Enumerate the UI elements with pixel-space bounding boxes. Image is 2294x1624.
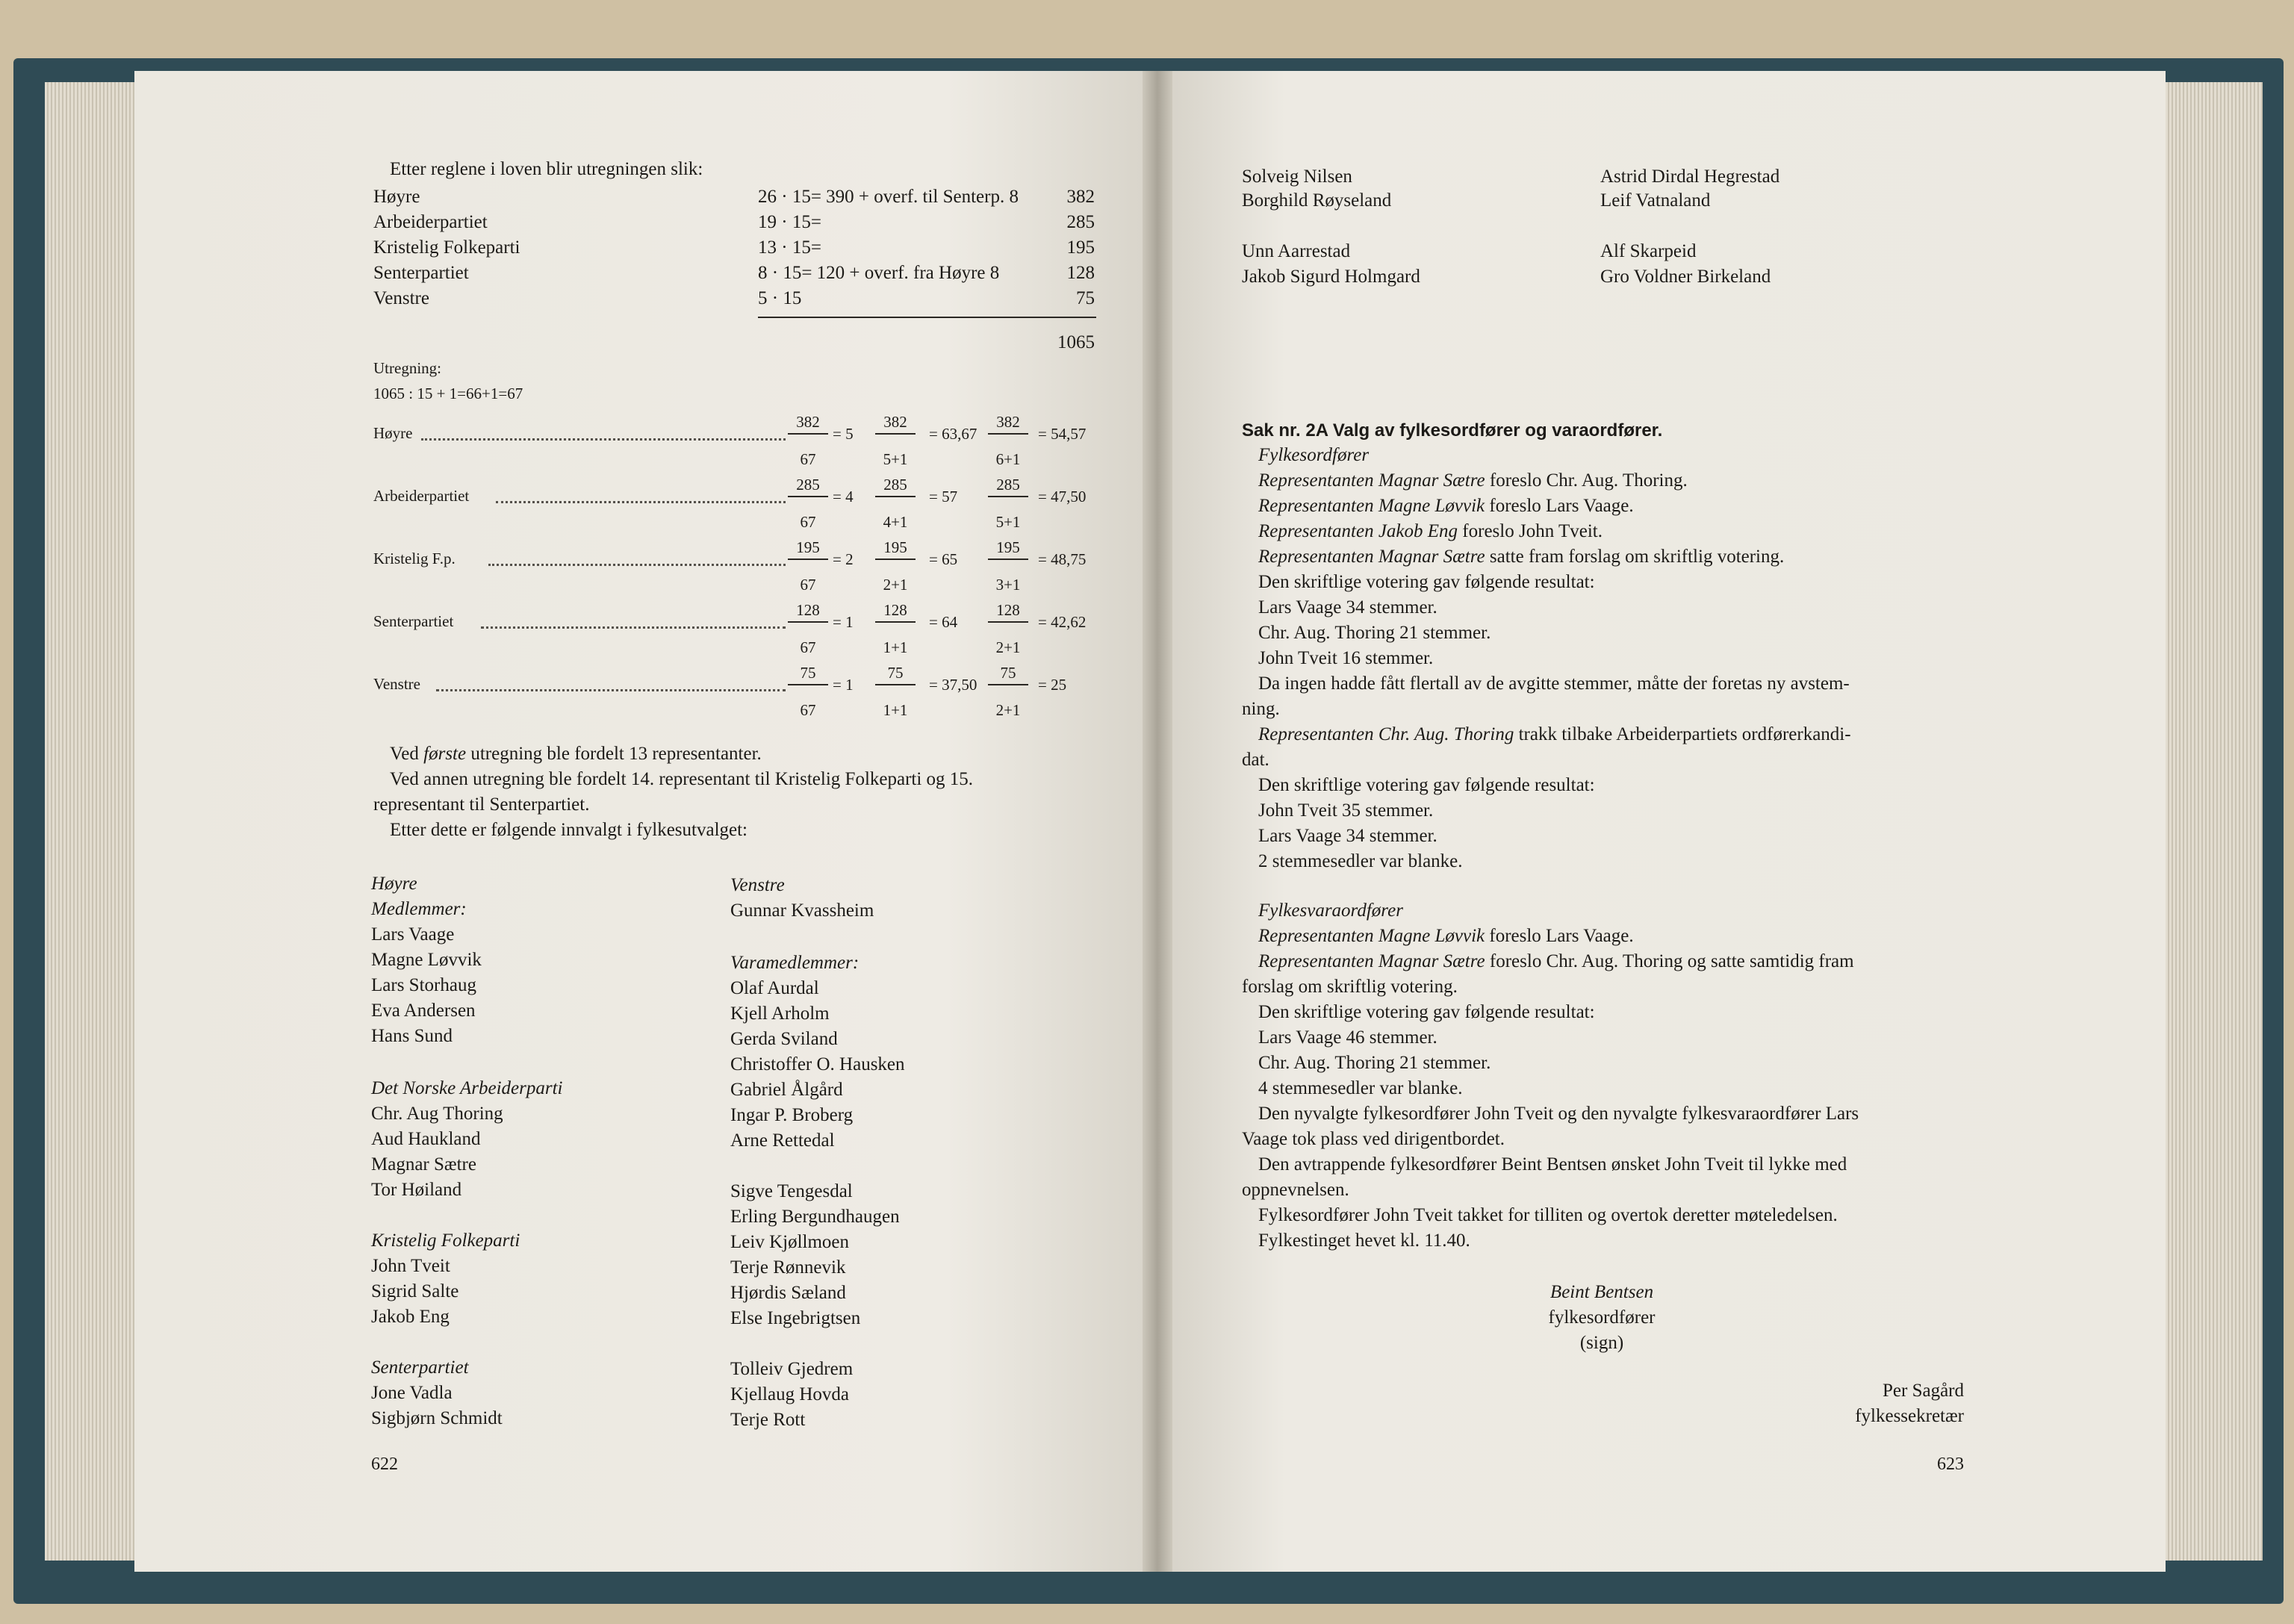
vote-result: Lars Vaage 34 stemmer.	[1258, 597, 1437, 617]
party-total: 128	[1066, 263, 1095, 283]
fraction-bar	[988, 496, 1028, 497]
member-name: Christoffer O. Hausken	[730, 1054, 905, 1074]
fraction-numerator: 382	[883, 413, 907, 431]
fraction-denominator: 3+1	[995, 576, 1021, 594]
sub-heading-ordforer: Fylkesordfører	[1258, 445, 1370, 465]
member-name: Kjell Arholm	[730, 1004, 830, 1024]
fraction-numerator: 75	[800, 664, 816, 682]
text-line: Representanten Magnar Sætre foreslo Chr. Aug. Thoring og satte samtidig fram	[1258, 951, 1854, 971]
text-line: Representanten Magne Løvvik foreslo Lars Vaage.	[1258, 926, 1634, 946]
fraction-result: = 57	[929, 488, 958, 505]
fraction-denominator: 2+1	[995, 638, 1021, 656]
fraction-denominator: 2+1	[883, 576, 908, 594]
fraction-result: = 54,57	[1038, 425, 1087, 443]
member-name: Magnar Sætre	[371, 1154, 476, 1175]
vote-result: Lars Vaage 46 stemmer.	[1258, 1027, 1437, 1048]
fraction-result: = 37,50	[929, 676, 977, 694]
signature-name: Beint Bentsen	[1549, 1282, 1654, 1302]
fraction-denominator: 5+1	[883, 450, 908, 468]
fraction-result: = 47,50	[1038, 488, 1087, 505]
vote-result: 4 stemmesedler var blanke.	[1258, 1078, 1463, 1098]
fraction-denominator: 67	[800, 513, 816, 531]
text-line: Representanten Jakob Eng foreslo John Tveit.	[1258, 521, 1603, 541]
text-line: ning.	[1242, 699, 1280, 719]
vote-result: John Tveit 35 stemmer.	[1258, 800, 1434, 821]
heading-medlemmer: Medlemmer:	[371, 899, 467, 919]
fraction-denominator: 6+1	[995, 450, 1021, 468]
fraction-bar	[788, 684, 828, 685]
text-line: Den nyvalgte fylkesordfører John Tveit og den nyvalgte fylkesvaraordfører Lars	[1258, 1104, 1859, 1124]
utregning-formula: 1065 : 15 + 1=66+1=67	[373, 385, 523, 402]
member-name: Unn Aarrestad	[1242, 241, 1351, 261]
text-line: Da ingen hadde fått flertall av de avgitte stemmer, måtte der foretas ny avstem-	[1258, 673, 1850, 694]
vote-result: 2 stemmesedler var blanke.	[1258, 851, 1463, 871]
fraction-bar	[988, 559, 1028, 560]
party-total: 195	[1066, 237, 1095, 258]
paragraph-second: Ved annen utregning ble fordelt 14. representant til Kristelig Folkeparti og 15.	[390, 769, 974, 789]
member-name: Gerda Sviland	[730, 1029, 838, 1049]
member-name: Chr. Aug Thoring	[371, 1104, 503, 1124]
text-line: Fylkestinget hevet kl. 11.40.	[1258, 1231, 1470, 1251]
heading-venstre: Venstre	[730, 875, 785, 895]
fraction-bar	[875, 684, 916, 685]
leader-dots	[436, 689, 786, 691]
party-name: Venstre	[373, 288, 429, 308]
member-name: Leiv Kjøllmoen	[730, 1232, 849, 1252]
signature-name: Per Sagård	[1883, 1381, 1964, 1401]
heading-hoyre: Høyre	[371, 874, 417, 894]
fraction-numerator: 128	[883, 601, 907, 619]
party-name: Arbeiderpartiet	[373, 212, 488, 232]
member-name: Kjellaug Hovda	[730, 1384, 849, 1404]
fraction-denominator: 2+1	[995, 701, 1021, 719]
vote-result: John Tveit 16 stemmer.	[1258, 648, 1434, 668]
member-name: Jone Vadla	[371, 1383, 453, 1403]
fraction-result: = 2	[833, 550, 854, 568]
text-line: Representanten Magne Løvvik foreslo Lars Vaage.	[1258, 496, 1634, 516]
fraction-result: = 64	[929, 613, 958, 631]
sum-line	[758, 317, 1096, 318]
fraction-numerator: 285	[796, 476, 820, 494]
page-number: 622	[371, 1455, 398, 1474]
book-gutter	[1143, 71, 1172, 1572]
leader-dots	[488, 564, 786, 566]
fraction-denominator: 4+1	[883, 513, 908, 531]
signature-title: fylkesordfører	[1548, 1307, 1656, 1328]
member-name: Jakob Eng	[371, 1307, 450, 1327]
party-name: Høyre	[373, 187, 420, 207]
vote-result: Lars Vaage 34 stemmer.	[1258, 826, 1437, 846]
page-edges-right	[2158, 82, 2263, 1561]
fraction-bar	[988, 684, 1028, 685]
vote-result: Chr. Aug. Thoring 21 stemmer.	[1258, 623, 1491, 643]
member-name: Leif Vatnaland	[1600, 190, 1711, 211]
fraction-denominator: 67	[800, 450, 816, 468]
party-calc: 13 · 15=	[758, 237, 821, 258]
member-name: Gro Voldner Birkeland	[1600, 267, 1771, 287]
fraction-party: Venstre	[373, 675, 420, 693]
section-heading: Sak nr. 2A Valg av fylkesordfører og varaordfører.	[1242, 420, 1663, 441]
party-name: Kristelig Folkeparti	[373, 237, 520, 258]
fraction-result: = 1	[833, 676, 854, 694]
text-line: dat.	[1242, 750, 1269, 770]
heading-arbeiderparti: Det Norske Arbeiderparti	[371, 1078, 563, 1098]
member-name: Gabriel Ålgård	[730, 1080, 843, 1100]
member-name: Else Ingebrigtsen	[730, 1308, 861, 1328]
fraction-numerator: 382	[996, 413, 1020, 431]
member-name: Arne Rettedal	[730, 1130, 835, 1151]
member-name: Erling Bergundhaugen	[730, 1207, 900, 1227]
member-name: Solveig Nilsen	[1242, 167, 1352, 187]
fraction-denominator: 67	[800, 701, 816, 719]
fraction-denominator: 1+1	[883, 638, 908, 656]
fraction-bar	[788, 621, 828, 623]
member-name: Sigve Tengesdal	[730, 1181, 853, 1201]
page-edges-left	[45, 82, 134, 1561]
member-name: Eva Andersen	[371, 1001, 476, 1021]
fraction-bar	[875, 621, 916, 623]
fraction-numerator: 75	[887, 664, 904, 682]
member-name: Olaf Aurdal	[730, 978, 819, 998]
leader-dots	[421, 438, 786, 441]
member-name: Borghild Røyseland	[1242, 190, 1392, 211]
fraction-result: = 1	[833, 613, 854, 631]
fraction-numerator: 195	[883, 538, 907, 556]
fraction-result: = 48,75	[1038, 550, 1087, 568]
fraction-numerator: 195	[796, 538, 820, 556]
member-name: Astrid Dirdal Hegrestad	[1600, 167, 1780, 187]
text-line: Vaage tok plass ved dirigentbordet.	[1242, 1129, 1505, 1149]
paragraph-second-cont: representant til Senterpartiet.	[373, 794, 590, 815]
fraction-numerator: 75	[1000, 664, 1016, 682]
fraction-numerator: 195	[996, 538, 1020, 556]
member-name: Jakob Sigurd Holmgard	[1242, 267, 1420, 287]
fraction-party: Høyre	[373, 424, 413, 442]
party-total: 75	[1076, 288, 1095, 308]
signature-sign: (sign)	[1579, 1333, 1624, 1353]
fraction-party: Kristelig F.p.	[373, 550, 456, 567]
text-line: Representanten Magnar Sætre foreslo Chr. Aug. Thoring.	[1258, 470, 1688, 491]
fraction-result: = 65	[929, 550, 958, 568]
member-name: Sigrid Salte	[371, 1281, 459, 1301]
sum-total: 1065	[1057, 332, 1095, 352]
member-name: Ingar P. Broberg	[730, 1105, 854, 1125]
member-name: Alf Skarpeid	[1600, 241, 1697, 261]
text-line: Fylkesordfører John Tveit takket for tilliten og overtok deretter møteledelsen.	[1258, 1205, 1838, 1225]
member-name: Lars Storhaug	[371, 975, 476, 995]
party-calc: 26 · 15= 390 + overf. til Senterp. 8	[758, 187, 1019, 207]
leader-dots	[481, 626, 786, 629]
vote-result: Chr. Aug. Thoring 21 stemmer.	[1258, 1053, 1491, 1073]
fraction-bar	[788, 496, 828, 497]
utregning-label: Utregning:	[373, 359, 441, 377]
member-name: Lars Vaage	[371, 924, 455, 945]
text-line: Den skriftlige votering gav følgende resultat:	[1258, 572, 1595, 592]
heading-kristelig: Kristelig Folkeparti	[371, 1231, 520, 1251]
member-name: Gunnar Kvassheim	[730, 900, 874, 921]
member-name: Magne Løvvik	[371, 950, 482, 970]
fraction-numerator: 285	[996, 476, 1020, 494]
text-line: Representanten Chr. Aug. Thoring trakk tilbake Arbeiderpartiets ordførerkandi-	[1258, 724, 1851, 744]
member-name: Tolleiv Gjedrem	[730, 1359, 854, 1379]
fraction-result: = 25	[1038, 676, 1067, 694]
party-calc: 19 · 15=	[758, 212, 821, 232]
heading-senterpartiet: Senterpartiet	[371, 1357, 469, 1378]
fraction-numerator: 128	[796, 601, 820, 619]
text-line: Den avtrappende fylkesordfører Beint Bentsen ønsket John Tveit til lykke med	[1258, 1154, 1847, 1175]
fraction-denominator: 67	[800, 576, 816, 594]
sub-heading-varaordforer: Fylkesvaraordfører	[1258, 900, 1403, 921]
paragraph-third: Etter dette er følgende innvalgt i fylkesutvalget:	[390, 820, 748, 840]
intro-text: Etter reglene i loven blir utregningen slik:	[390, 159, 703, 179]
member-name: Hjørdis Sæland	[730, 1283, 846, 1303]
text-line: oppnevnelsen.	[1242, 1180, 1349, 1200]
member-name: Hans Sund	[371, 1026, 453, 1046]
leader-dots	[496, 501, 786, 503]
fraction-bar	[988, 433, 1028, 435]
paragraph-first: Ved første utregning ble fordelt 13 representanter.	[390, 744, 762, 764]
fraction-denominator: 5+1	[995, 513, 1021, 531]
fraction-numerator: 128	[996, 601, 1020, 619]
party-total: 382	[1066, 187, 1095, 207]
member-name: John Tveit	[371, 1256, 450, 1276]
fraction-bar	[875, 496, 916, 497]
signature-title: fylkessekretær	[1855, 1406, 1964, 1426]
fraction-numerator: 382	[796, 413, 820, 431]
fraction-bar	[875, 433, 916, 435]
fraction-bar	[988, 621, 1028, 623]
party-calc: 5 · 15	[758, 288, 802, 308]
text-line: Den skriftlige votering gav følgende resultat:	[1258, 775, 1595, 795]
member-name: Tor Høiland	[371, 1180, 462, 1200]
party-total: 285	[1066, 212, 1095, 232]
fraction-denominator: 67	[800, 638, 816, 656]
page-number: 623	[1937, 1455, 1964, 1474]
text-line: Den skriftlige votering gav følgende resultat:	[1258, 1002, 1595, 1022]
member-name: Aud Haukland	[371, 1129, 481, 1149]
fraction-bar	[875, 559, 916, 560]
fraction-numerator: 285	[883, 476, 907, 494]
fraction-bar	[788, 559, 828, 560]
member-name: Terje Rott	[730, 1410, 806, 1430]
member-name: Terje Rønnevik	[730, 1257, 846, 1278]
fraction-party: Senterpartiet	[373, 612, 454, 630]
fraction-result: = 4	[833, 488, 854, 505]
fraction-result: = 42,62	[1038, 613, 1087, 631]
fraction-result: = 63,67	[929, 425, 977, 443]
party-name: Senterpartiet	[373, 263, 469, 283]
fraction-denominator: 1+1	[883, 701, 908, 719]
fraction-bar	[788, 433, 828, 435]
party-calc: 8 · 15= 120 + overf. fra Høyre 8	[758, 263, 1000, 283]
heading-varamedlemmer: Varamedlemmer:	[730, 953, 860, 973]
text-line: forslag om skriftlig votering.	[1242, 977, 1458, 997]
fraction-party: Arbeiderpartiet	[373, 487, 470, 505]
fraction-result: = 5	[833, 425, 854, 443]
member-name: Sigbjørn Schmidt	[371, 1408, 503, 1428]
text-line: Representanten Magnar Sætre satte fram forslag om skriftlig votering.	[1258, 547, 1785, 567]
